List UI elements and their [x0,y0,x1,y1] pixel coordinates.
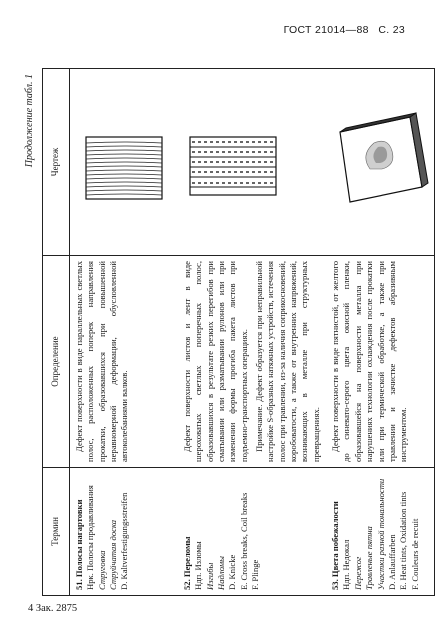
table-continuation-label: Продолжение табл. 1 [24,74,35,168]
definition-cell [70,256,179,468]
term-cell [326,468,435,596]
heat-tints-plate-icon [330,74,430,250]
definition-text: Дефект поверхности листов и лент в виде шероховатых светлых поперечных полос, образовавшихся в результате резких перегибов при сматывании или разматывании рулонов или при изменении формы прогиба пакета листов при подъемно-транспортных операциях. [182,261,249,462]
term-foreign: E. Cross breaks, Coil breaks [238,492,249,590]
term-title: 52. Переломы [182,536,192,590]
cross-breaks-icon [182,74,282,250]
term-foreign: F. Plinge [250,559,261,590]
terms-table [42,68,435,596]
column-header-definition: Определение [43,256,70,468]
term-foreign: E. Heat tints, Oxidation tints [398,491,409,590]
term-synonym: Струговка [96,550,107,590]
term-synonym: Нрк. Полосы продавливания [85,485,96,590]
term-synonym: Изгибы [204,562,215,590]
term-synonym: Надломы [216,556,227,590]
drawing-cell [70,69,179,256]
term-synonym: Струйчатая доска [108,519,119,590]
table-wrapper [24,68,420,596]
term-synonym: Пережог [352,556,363,590]
term-cell [70,468,179,596]
term-title: 51. Полосы нагартовки [74,499,84,590]
term-synonym: Травленые пятна [364,526,375,590]
page-footer: 4 Зак. 2875 [28,603,78,614]
page-header [284,24,405,36]
definition-cell [178,256,326,468]
definition-text: Дефект поверхности в виде параллельных светлых полос, расположенных поперек направления прокатки, образовавшихся при повышенной неравномерной деформации, обусловленной автоколебаниями валков. [74,261,130,462]
rotated-table-area [24,68,420,596]
page-number: С. 23 [378,24,405,36]
term-synonym: Ндп. Изломы [193,541,204,590]
term-cell [178,468,326,596]
table-row [70,69,179,596]
column-header-drawing: Чертеж [43,69,70,256]
term-synonym: Участки разной тональности [375,478,386,590]
drawing-cell [178,69,326,256]
table-row [326,69,435,596]
parallel-stripes-sheet-icon [74,74,174,250]
term-foreign: D. Knicke [227,554,238,590]
standard-number: ГОСТ 21014—88 [283,24,369,36]
definition-cell [326,256,435,468]
term-foreign: D. Anlauffarben [386,534,397,590]
column-header-term: Термин [43,468,70,596]
term-foreign: D. Kaltverfestigungsstreifen [119,492,130,590]
definition-text: Дефект поверхности в виде пятнистой, от желтого до синевато-серого цвета окисной пленки, образовавшейся на поверхности металла при нарушениях технологии охлаждения после прокатки или при термической обработке, а также при травлении и зачистке дефектов абразивным инструментом. [330,261,409,462]
definition-note: Примечание. Дефект образуется при неправильной настройке S-образных натяжных устройств, истечения полос при травлении, из-за наличия соприкосновений, коробоватости, а также от внутренних напряжений, возникающих в металле при структурных превращениях. [254,261,321,462]
drawing-cell [326,69,435,256]
table-header-row [43,69,70,596]
term-title: 53. Цвета побежалости [330,501,341,590]
term-foreign: F. Couleurs de recuit [409,518,420,590]
term-synonym: Ндп. Недокал [341,539,352,590]
table-row [178,69,326,596]
